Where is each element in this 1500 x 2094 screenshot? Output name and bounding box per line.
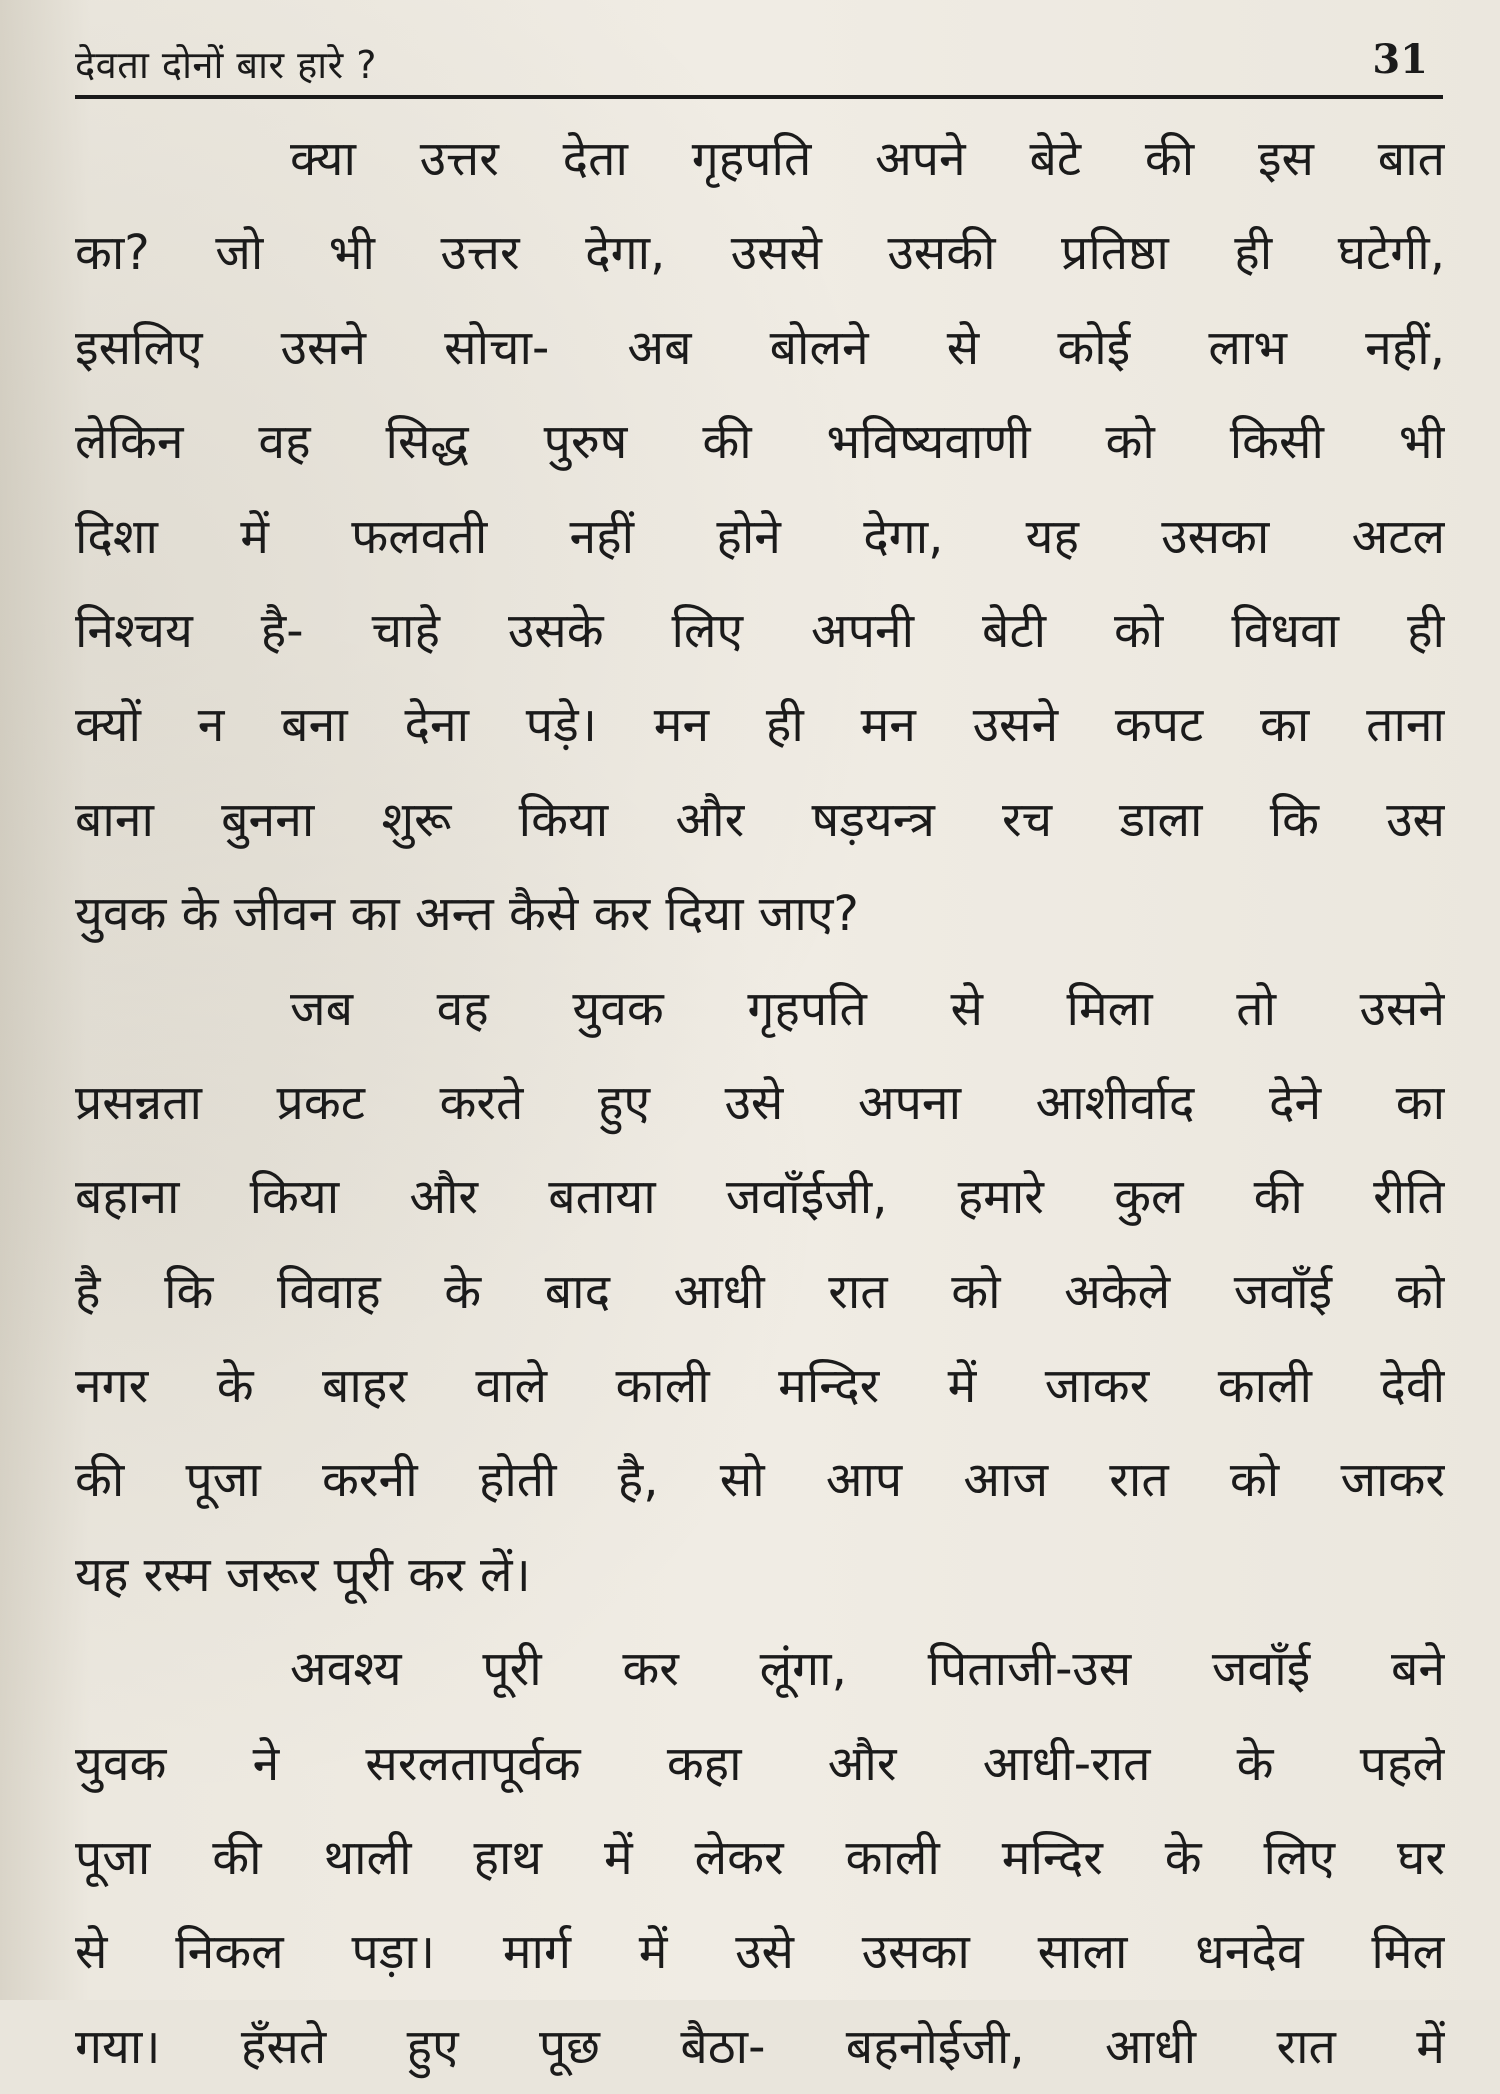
text-line-paragraph-2-end: यह रस्म जरूर पूरी कर लें। (75, 1546, 531, 1603)
body-text (75, 112, 1445, 2094)
text-line: गया। हँसते हुए पूछ बैठा- बहनोईजी, आधी रात में (75, 2018, 1445, 2075)
text-line: क्यों न बना देना पड़े। मन ही मन उसने कपट का ताना (75, 697, 1445, 754)
text-line: बाना बुनना शुरू किया और षड़यन्त्र रच डाला कि उस (75, 791, 1445, 848)
text-line: का? जो भी उत्तर देगा, उससे उसकी प्रतिष्ठा ही घटेगी, (75, 225, 1445, 282)
text-line: प्रसन्नता प्रकट करते हुए उसे अपना आशीर्वाद देने का (75, 1074, 1445, 1131)
text-line: दिशा में फलवती नहीं होने देगा, यह उसका अटल (75, 508, 1445, 565)
text-line-paragraph-1-end: युवक के जीवन का अन्त कैसे कर दिया जाए? (75, 886, 859, 943)
text-line-paragraph-1-start: क्या उत्तर देता गृहपति अपने बेटे की इस बात (290, 131, 1445, 187)
text-line: है कि विवाह के बाद आधी रात को अकेले जवाँई को (75, 1263, 1445, 1320)
text-line: पूजा की थाली हाथ में लेकर काली मन्दिर के लिए घर (75, 1830, 1445, 1887)
text-line-paragraph-3-start: अवश्य पूरी कर लूंगा, पिताजी-उस जवाँई बने (290, 1641, 1445, 1698)
text-line: युवक ने सरलतापूर्वक कहा और आधी-रात के पहले (75, 1735, 1445, 1792)
text-line: बहाना किया और बताया जवाँईजी, हमारे कुल की रीति (75, 1169, 1445, 1226)
text-line: की पूजा करनी होती है, सो आप आज रात को जाकर (75, 1452, 1445, 1509)
text-line: नगर के बाहर वाले काली मन्दिर में जाकर काली देवी (75, 1358, 1445, 1415)
text-line: लेकिन वह सिद्ध पुरुष की भविष्यवाणी को किसी भी (75, 414, 1445, 471)
running-head-title: देवता दोनों बार हारे ? (75, 43, 377, 87)
text-line: से निकल पड़ा। मार्ग में उसे उसका साला धनदेव मिल (75, 1924, 1445, 1981)
text-line-paragraph-2-start: जब वह युवक गृहपति से मिला तो उसने (290, 980, 1445, 1037)
text-line: इसलिए उसने सोचा- अब बोलने से कोई लाभ नहीं, (75, 319, 1445, 376)
header-rule (75, 95, 1443, 99)
page-number: 31 (1372, 36, 1428, 83)
text-line: निश्चय है- चाहे उसके लिए अपनी बेटी को विधवा ही (75, 602, 1445, 659)
